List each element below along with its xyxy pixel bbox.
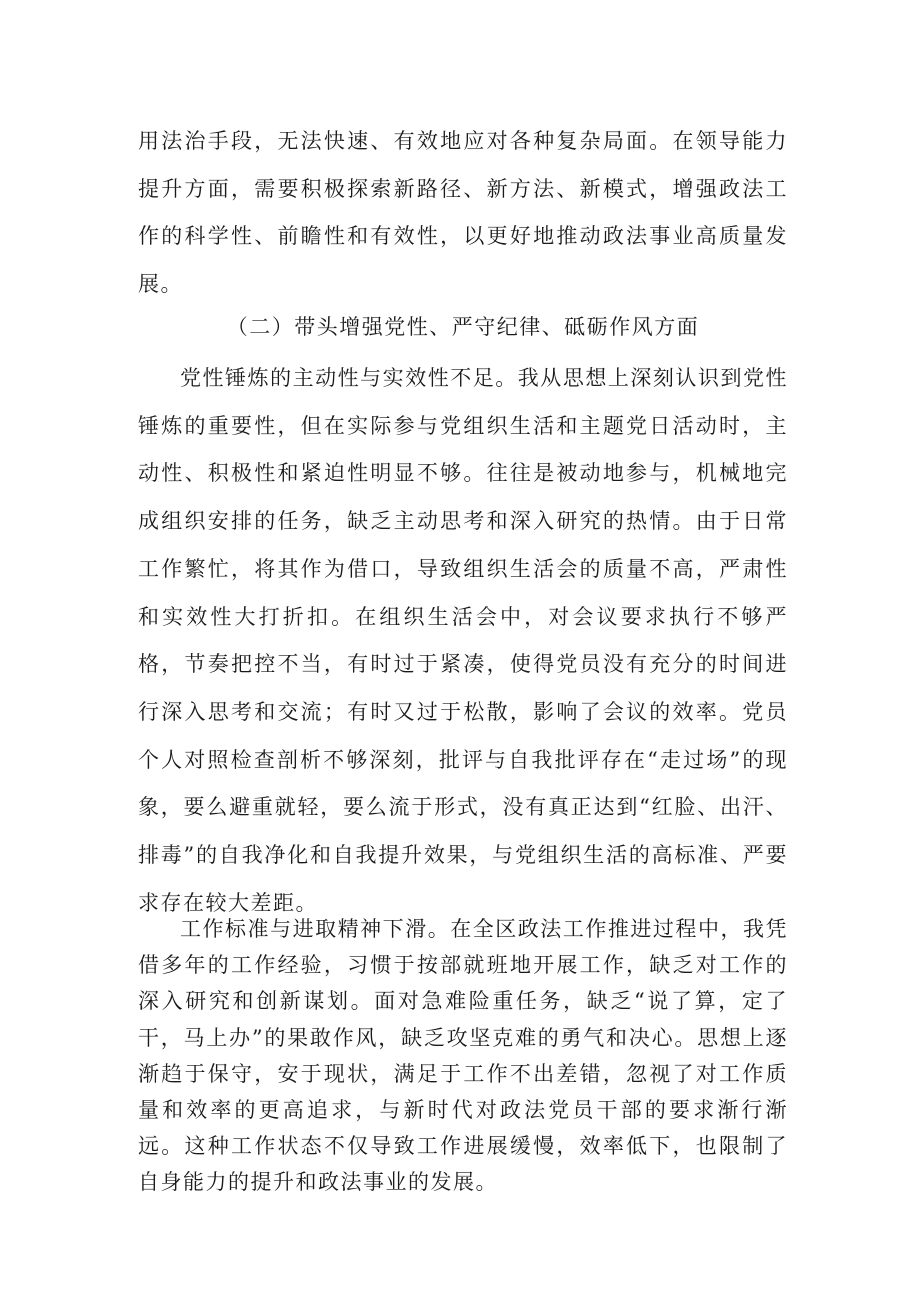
section-heading: （二）带头增强党性、严守纪律、砥砺作风方面 <box>226 315 700 339</box>
paragraph-party-spirit: 党性锤炼的主动性与实效性不足。我从思想上深刻认识到党性锤炼的重要性，但在实际参与党组织生活和主题党日活动时，主动性、积极性和紧迫性明显不够。往往是被动地参与，机械地完成组织安排的任务，缺乏主动思考和深入研究的热情。由于日常工作繁忙，将其作为借口，导致组织生活会的质量不高，严肃性和实效性大打折扣。在组织生活会中，对会议要求执行不够严格，节奏把控不当，有时过于紧凑，使得党员没有充分的时间进行深入思考和交流；有时又过于松散，影响了会议的效率。党员个人对照检查剖析不够深刻，批评与自我批评存在“走过场”的现象，要么避重就轻，要么流于形式，没有真正达到“红脸、出汗、排毒”的自我净化和自我提升效果，与党组织生活的高标准、严要求存在较大差距。 <box>138 366 788 915</box>
paragraph-work-standard: 工作标准与进取精神下滑。在全区政法工作推进过程中，我凭借多年的工作经验，习惯于按部就班地开展工作，缺乏对工作的深入研究和创新谋划。面对急难险重任务，缺乏“说了算，定了干，马上办”的果敢作风，缺乏攻坚克难的勇气和决心。思想上逐渐趋于保守，安于现状，满足于工作不出差错，忽视了对工作质量和效率的更高追求，与新时代对政法党员干部的要求渐行渐远。这种工作状态不仅导致工作进展缓慢，效率低下，也限制了自身能力的提升和政法事业的发展。 <box>138 917 788 1195</box>
paragraph-continuation: 用法治手段，无法快速、有效地应对各种复杂局面。在领导能力提升方面，需要积极探索新路径、新方法、新模式，增强政法工作的科学性、前瞻性和有效性，以更好地推动政法事业高质量发展。 <box>138 129 788 296</box>
